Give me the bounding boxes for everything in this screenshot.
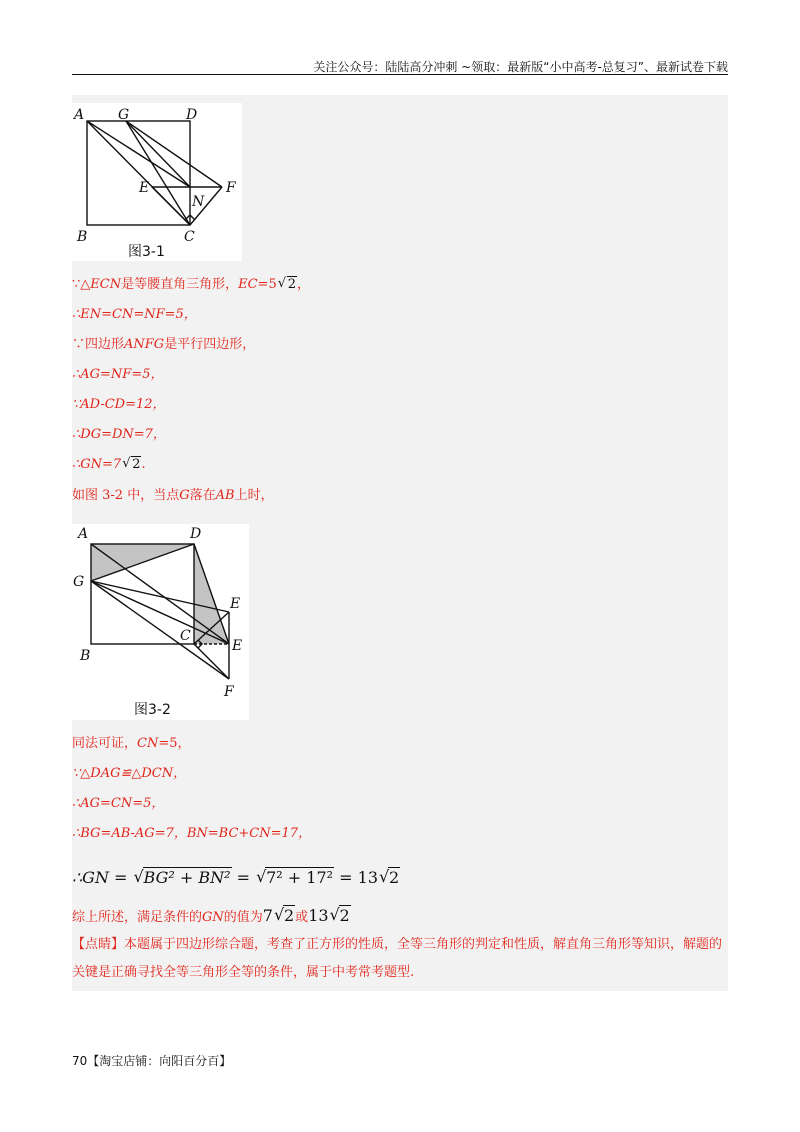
figure-3-1-drawing (72, 103, 242, 261)
line-same-method: 同法可证，CN=5， (72, 736, 191, 751)
fig1-label-e: E (139, 180, 150, 196)
fig2-label-b: B (80, 648, 91, 664)
line-parallelogram: ∵四边形ANFG是平行四边形， (72, 337, 256, 352)
line-ad-cd: ∵AD-CD=12， (72, 397, 166, 412)
solution-content (72, 95, 728, 991)
line-en-cn-nf: ∴EN=CN=NF=5， (72, 307, 197, 322)
line-gn-result: ∴GN=7√ 2. (72, 456, 146, 474)
comment-dianjing: 【点睛】本题属于四边形综合题，考查了正方形的性质，全等三角形的判定和性质，解直角三角形等知识，解题的关键是正确寻找全等三角形全等的条件，属于中考常考题型. (72, 937, 723, 980)
figure-3-2-drawing (72, 524, 249, 720)
fig2-label-f: F (224, 684, 234, 700)
line-summary: 综上所述，满足条件的GN的值为7√ 2或13√ 2 (72, 905, 351, 929)
line-case-g-on-ab: 如图 3-2 中，当点G落在AB上时， (72, 488, 274, 503)
fig1-label-d: D (186, 107, 198, 123)
page-header: 关注公众号：陆陆高分冲刺 ~领取：最新版“小中高考-总复习”、最新试卷下载 (313, 60, 728, 74)
figure-3-2 (72, 524, 249, 720)
equation-gn: ∴GN = √ BG² + BN² = √ 7² + 17² = 13√ 2 (72, 867, 400, 889)
line-congruent: ∵△DAG≌△DCN， (72, 766, 187, 781)
fig1-caption: 图3-1 (128, 244, 165, 260)
fig2-label-g: G (73, 574, 85, 590)
fig1-label-g: G (118, 107, 130, 123)
fig2-label-c: C (180, 628, 191, 644)
fig2-label-d: D (190, 526, 202, 542)
fig1-label-a: A (74, 107, 85, 123)
line-ag-nf: ∴AG=NF=5， (72, 367, 164, 382)
fig2-caption: 图3-2 (134, 702, 171, 718)
fig1-label-b: B (77, 229, 88, 245)
figure-3-1 (72, 103, 242, 261)
line-ecn-isosceles: ∵△ECN是等腰直角三角形，EC=5√ 2， (72, 276, 310, 294)
fig2-label-a: A (78, 526, 89, 542)
line-ag-cn: ∴AG=CN=5， (72, 796, 165, 811)
fig1-label-f: F (226, 180, 236, 196)
fig2-label-e-top: E (230, 596, 241, 612)
line-bg-bn: ∴BG=AB-AG=7，BN=BC+CN=17， (72, 826, 312, 841)
fig2-label-e-right: E (232, 638, 243, 654)
page-footer: 70【淘宝店铺：向阳百分百】 (72, 1054, 232, 1068)
line-dg-dn: ∴DG=DN=7， (72, 427, 166, 442)
fig1-label-n: N (192, 194, 205, 210)
header-divider (72, 74, 728, 75)
fig1-label-c: C (184, 229, 195, 245)
